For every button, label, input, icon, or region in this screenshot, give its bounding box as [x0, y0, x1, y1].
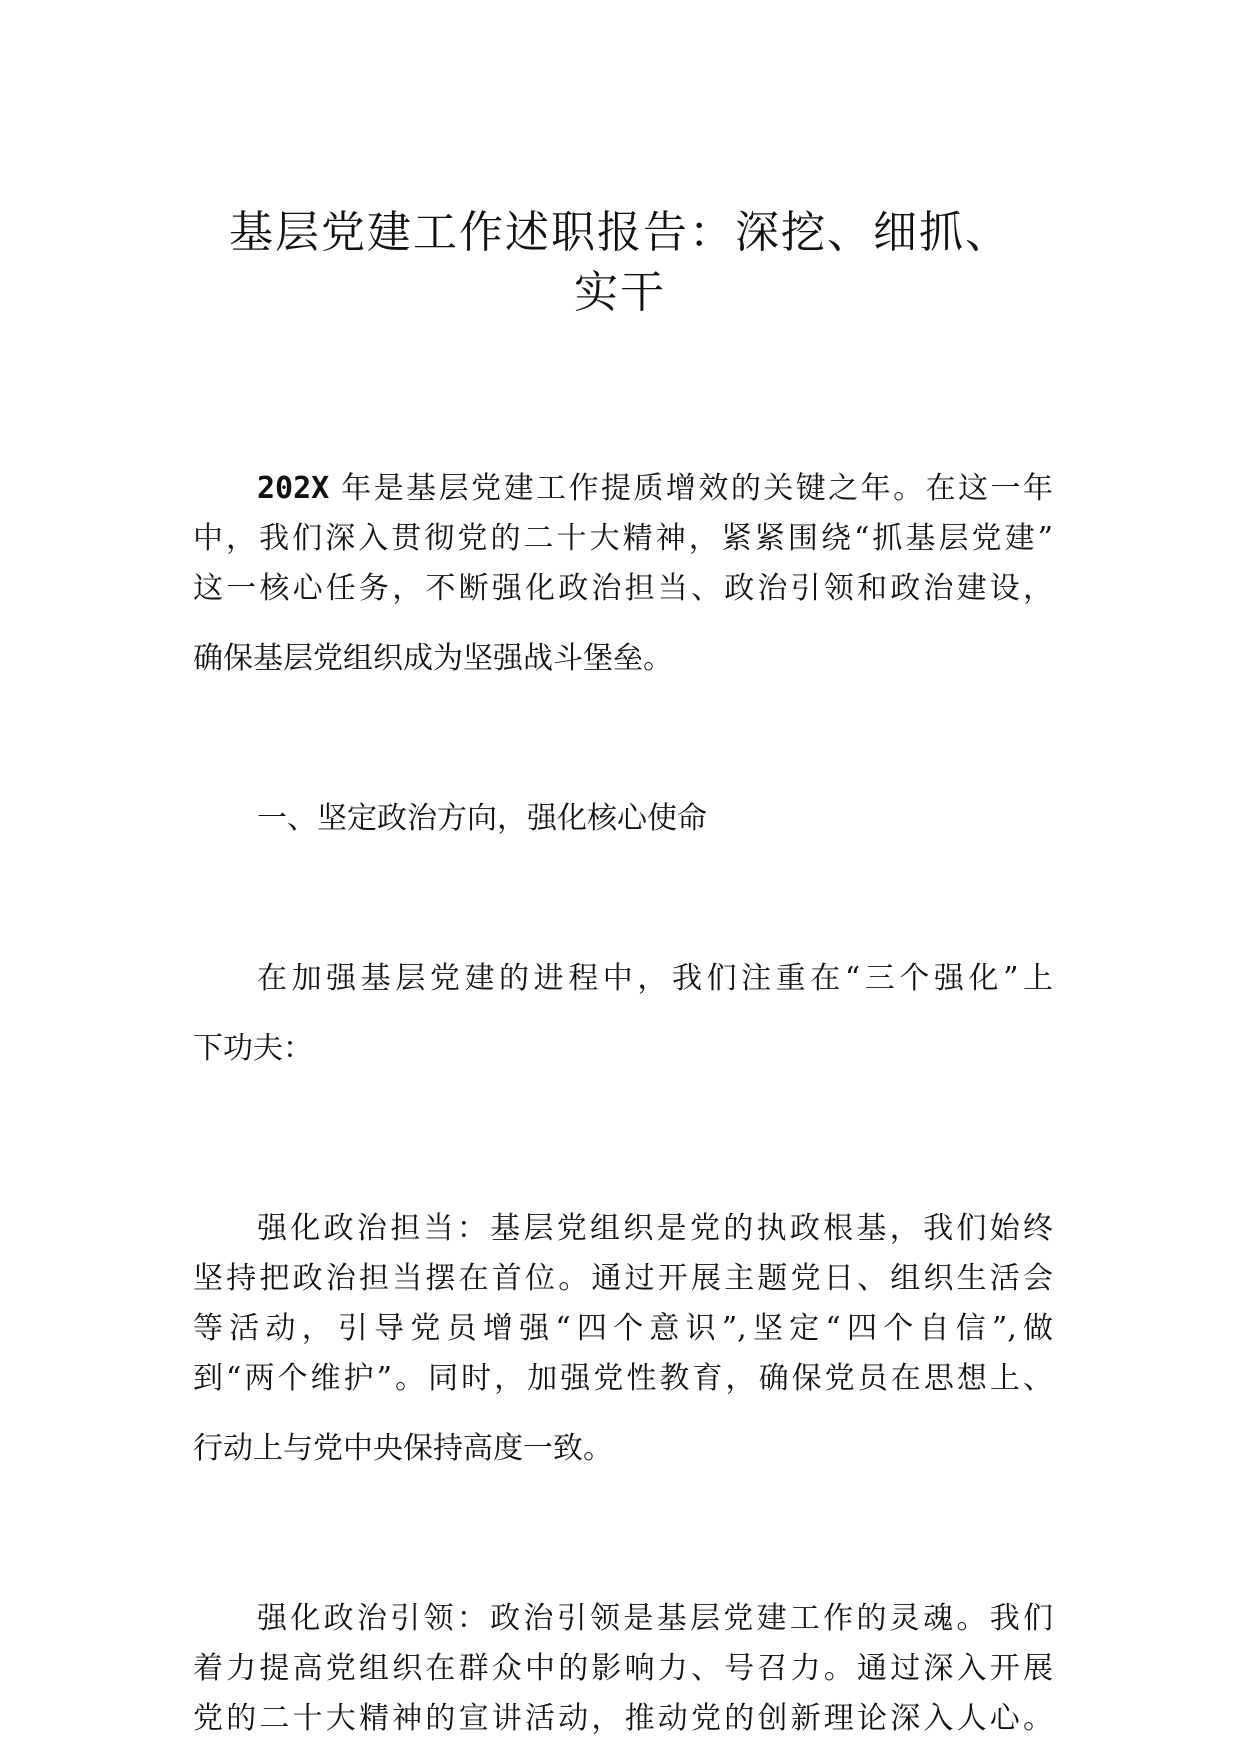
year-text: 202X — [257, 471, 330, 506]
paragraph-3-line-5: 行动上与党中央保持高度一致。 — [193, 1431, 613, 1466]
paragraph-4-line-3: 党的二十大精神的宣讲活动，推动党的创新理论深入人心。 — [193, 1701, 1053, 1736]
paragraph-4-line-1: 强化政治引领：政治引领是基层党建工作的灵魂。我们 — [257, 1601, 1053, 1636]
document-title-line-2: 实干 — [574, 267, 666, 318]
paragraph-3-line-4: 到“两个维护”。同时，加强党性教育，确保党员在思想上、 — [193, 1361, 1053, 1396]
section-heading-1: 一、坚定政治方向，强化核心使命 — [257, 801, 707, 836]
paragraph-2-line-2: 下功夫： — [193, 1031, 313, 1066]
paragraph-4-line-2: 着力提高党组织在群众中的影响力、号召力。通过深入开展 — [193, 1651, 1053, 1686]
paragraph-intro-line-3: 这一核心任务，不断强化政治担当、政治引领和政治建设， — [193, 571, 1053, 606]
paragraph-intro-line-1-text: 年是基层党建工作提质增效的关键之年。在这一年 — [329, 471, 1053, 506]
paragraph-intro-line-2: 中，我们深入贯彻党的二十大精神，紧紧围绕“抓基层党建” — [193, 521, 1053, 556]
paragraph-2-line-1: 在加强基层党建的进程中，我们注重在“三个强化”上 — [257, 961, 1053, 996]
paragraph-intro-line-1 — [257, 467, 1053, 511]
paragraph-3-line-1: 强化政治担当：基层党组织是党的执政根基，我们始终 — [257, 1211, 1053, 1246]
document-title-line-1: 基层党建工作述职报告：深挖、细抓、 — [229, 207, 1011, 258]
paragraph-3-line-3: 等活动，引导党员增强“四个意识”,坚定“四个自信”,做 — [193, 1311, 1053, 1346]
paragraph-intro-line-4: 确保基层党组织成为坚强战斗堡垒。 — [193, 641, 673, 676]
paragraph-3-line-2: 坚持把政治担当摆在首位。通过开展主题党日、组织生活会 — [193, 1261, 1053, 1296]
